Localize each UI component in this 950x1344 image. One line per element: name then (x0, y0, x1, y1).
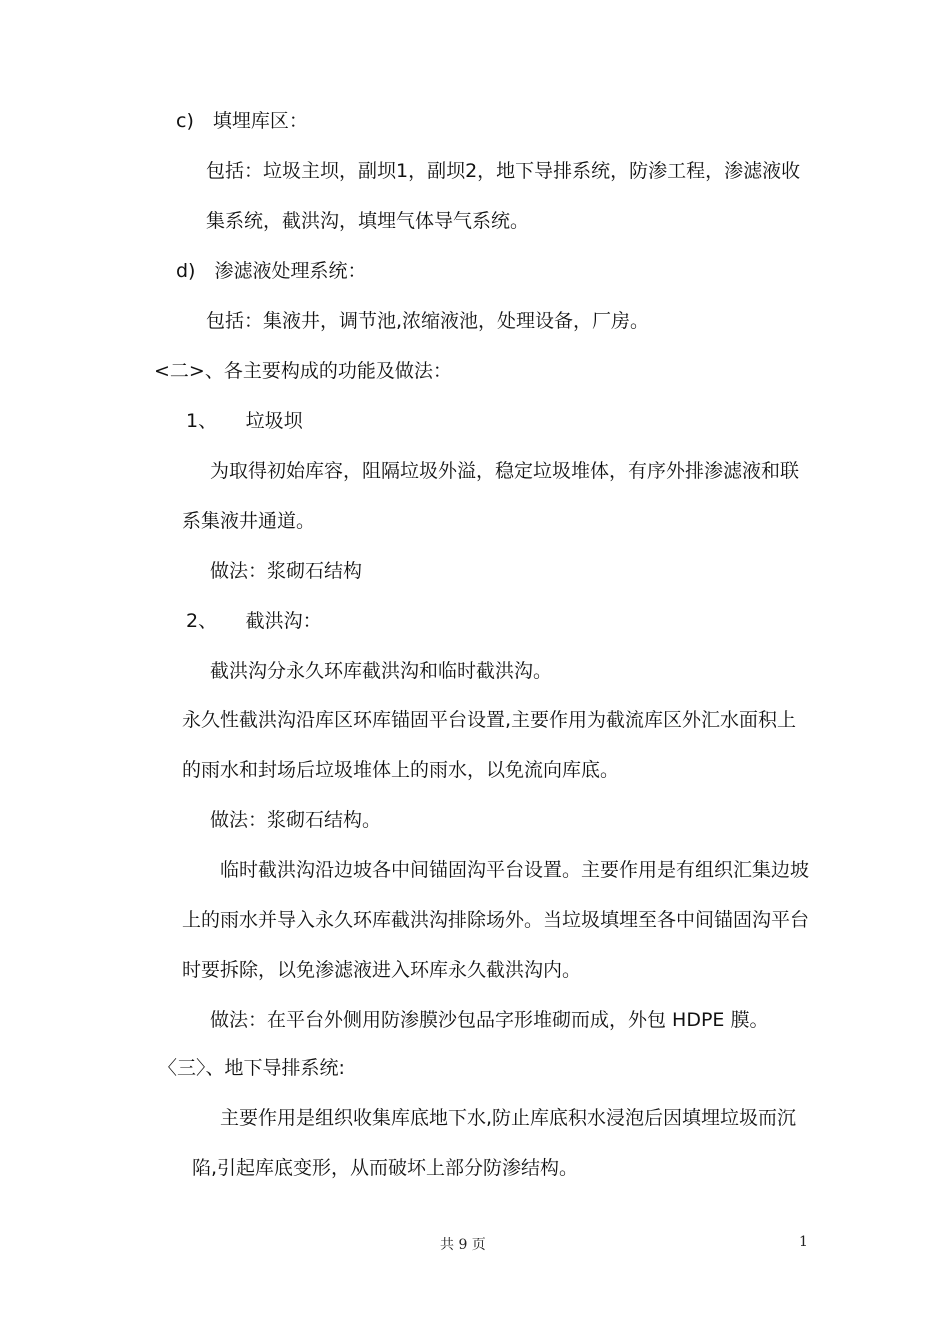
paragraph-line: 陷,引起库底变形，从而破坏上部分防渗结构。 (192, 1157, 579, 1179)
method-line: 做法：在平台外侧用防渗膜沙包品字形堆砌而成，外包 HDPE 膜。 (210, 1009, 769, 1031)
paragraph-line: 的雨水和封场后垃圾堆体上的雨水，以免流向库底。 (182, 759, 620, 781)
paragraph-line: 集系统，截洪沟，填埋气体导气系统。 (206, 210, 530, 232)
paragraph-line: 上的雨水并导入永久环库截洪沟排除场外。当垃圾填埋至各中间锚固沟平台 (182, 909, 810, 931)
paragraph-line: 永久性截洪沟沿库区环库锚固平台设置,主要作用为截流库区外汇水面积上 (182, 709, 797, 731)
paragraph-line: 主要作用是组织收集库底地下水,防止库底积水浸泡后因填埋垃圾而沉 (220, 1107, 797, 1129)
page-total: 共 9 页 (440, 1237, 486, 1253)
paragraph-line: 包括：垃圾主坝，副坝1，副坝2，地下导排系统，防渗工程，渗滤液收 (206, 160, 801, 182)
heading-leachate-system: d) 渗滤液处理系统： (176, 260, 367, 282)
method-line: 做法：浆砌石结构。 (210, 809, 382, 831)
paragraph-line: 为取得初始库容，阻隔垃圾外溢，稳定垃圾堆体，有序外排渗滤液和联 (210, 460, 800, 482)
subheading-dam: 1、 垃圾坝 (186, 410, 303, 432)
method-line: 做法：浆砌石结构 (210, 560, 363, 582)
paragraph-line: 临时截洪沟沿边坡各中间锚固沟平台设置。主要作用是有组织汇集边坡 (220, 859, 810, 881)
section-heading-2: <二>、各主要构成的功能及做法： (154, 360, 452, 382)
paragraph-line: 系集液井通道。 (182, 510, 316, 532)
page-number: 1 (799, 1234, 808, 1250)
subheading-flood-ditch: 2、 截洪沟： (186, 610, 322, 632)
section-heading-3: 〈三〉、地下导排系统: (158, 1057, 345, 1079)
paragraph-line: 截洪沟分永久环库截洪沟和临时截洪沟。 (210, 660, 553, 682)
heading-landfill-area: c) 填埋库区： (176, 110, 308, 132)
paragraph-line: 时要拆除，以免渗滤液进入环库永久截洪沟内。 (182, 959, 582, 981)
paragraph-line: 包括：集液井，调节池,浓缩液池，处理设备，厂房。 (206, 310, 650, 332)
